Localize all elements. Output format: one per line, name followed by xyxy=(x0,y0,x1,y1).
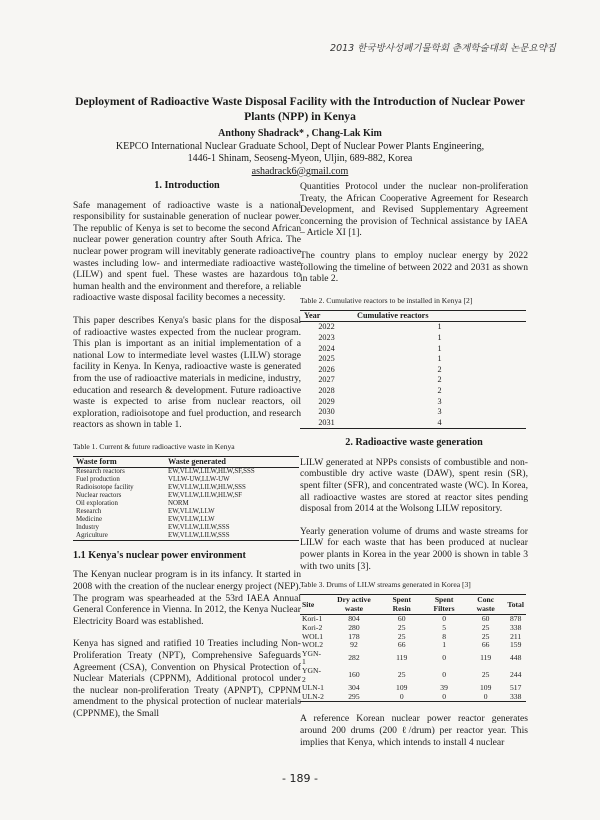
table3-cell: Kori-2 xyxy=(302,623,323,632)
right-paragraph-2: The country plans to employ nuclear energy by 2022 following the timeline of between 2022 and 2031 as shown in table 2. xyxy=(300,249,528,285)
section-heading-introduction: 1. Introduction xyxy=(154,180,220,191)
table2-cell: 2028 xyxy=(318,385,335,395)
table3-cell: ULN-1 xyxy=(302,683,324,693)
author-names: Anthony Shadrack* , Chang-Lak Kim xyxy=(218,128,382,139)
intro-paragraph-2: This paper describes Kenya's basic plans for the disposal of radioactive wastes expected from the nuclear program. This plan is important as an initial implementation of a national Low to intermediate level wastes (LILW) storage facility in Kenya. In Kenya, radioactive waste is generated from the use of radioactive materials in medicine, industry, education and research & development. Future radioactive waste is expected to arise from nuclear reactors, oil exploration, radioisotope and fuel production, and research reactors as shown in table 1. xyxy=(73,314,301,431)
table2-cell: 1 xyxy=(437,322,442,332)
right-paragraph-5: A reference Korean nuclear power reactor generates around 200 drums (200 ℓ/drum) per reactor year. This implies that Kenya, which intends to install 4 nuclear xyxy=(300,713,528,748)
table3-cell: 448 xyxy=(509,653,522,663)
table3-cell: 211 xyxy=(510,631,522,641)
table3-header-cell: Total xyxy=(505,595,526,615)
table2-row xyxy=(300,333,526,344)
table2-cell: 4 xyxy=(353,418,526,429)
table1-cell: Radioisotope facility xyxy=(76,483,134,491)
table2 xyxy=(300,310,526,430)
table1-row xyxy=(73,524,299,532)
table1-row xyxy=(73,516,299,524)
table2-cell: 2 xyxy=(437,364,442,374)
table2-cell: 3 xyxy=(437,396,442,406)
table3-cell: 25 xyxy=(481,631,490,641)
table3-cell: YGN-2 xyxy=(302,665,321,684)
table2-cell: 2 xyxy=(437,385,442,395)
table3-cell: 92 xyxy=(350,640,358,650)
subsection-heading: 1.1 Kenya's nuclear power environment xyxy=(73,549,246,561)
table3-row xyxy=(300,624,526,633)
table3-cell: YGN-1 xyxy=(302,648,321,667)
table1-row xyxy=(73,492,299,500)
table3-header-cell: Site xyxy=(300,595,327,615)
table1-cell: Industry xyxy=(76,523,99,531)
table2-cell: 2031 xyxy=(300,418,353,429)
table3-cell: 109 xyxy=(396,683,408,693)
table3-cell: 280 xyxy=(348,623,360,632)
table3-cell: 39 xyxy=(440,683,448,693)
table1 xyxy=(73,456,299,541)
table3-cell: 8 xyxy=(442,631,446,641)
table2-cell: 2029 xyxy=(318,396,335,406)
table3-row xyxy=(300,650,526,667)
table1-cell: Medicine xyxy=(76,515,103,523)
table2-cell: 2030 xyxy=(318,407,335,417)
table3-cell: 244 xyxy=(509,670,522,680)
conference-header: 2013 한국방사성폐기물학회 춘계학술대회 논문요약집 xyxy=(330,43,556,54)
table1-cell: Nuclear reactors xyxy=(76,491,122,499)
table3-cell: 119 xyxy=(396,653,408,663)
table3-cell: 66 xyxy=(397,640,406,650)
subsection-paragraph-1: The Kenyan nuclear program is in its infancy. It started in 2008 with the creation of the nuclear energy project (NEP). The program was spearheaded at the 53rd IAEA Annual General Conference in Vienna. In 2012, the Kenya Nuclear Electricity Board was established. xyxy=(73,569,301,627)
table3-cell: 0 xyxy=(442,670,446,680)
subsection-paragraph-2: Kenya has signed and ratified 10 Treaties including Non-Proliferation Treaty (NPT), Comprehensive Safeguards Agreement (CSA), Convention on Physical Protection of Nuclear Materials (CPPNM), Additional protocol under the nuclear non-proliferation Treaty (APNPT), CPPNM amendment to the physical protection of nuclear materials (CPPNME), the Small xyxy=(73,638,301,719)
left-column xyxy=(73,180,301,720)
table3-cell: 517 xyxy=(509,683,522,693)
table2-row xyxy=(300,354,526,365)
table1-cell: EW,VLLW,LILW,SSS xyxy=(167,523,230,531)
table3-header-cell: Dry active waste xyxy=(327,595,382,615)
table2-cell: 1 xyxy=(437,332,442,342)
table1-cell: Research reactors xyxy=(76,467,125,475)
table3-cell: 25 xyxy=(481,670,490,680)
table3-cell: 338 xyxy=(505,693,526,702)
table3-cell: 0 xyxy=(466,693,505,702)
table3-cell: 25 xyxy=(397,623,406,632)
table3-cell: 119 xyxy=(480,653,492,663)
table3-cell: 338 xyxy=(509,623,522,632)
table2-header-cell: Year xyxy=(300,310,353,322)
table1-row xyxy=(73,508,299,516)
table2-row xyxy=(300,344,526,355)
table1-cell: Agriculture xyxy=(73,532,165,541)
table1-caption: Table 1. Current & future radioactive waste in Kenya xyxy=(73,441,235,451)
table3-header-cell: Spent Resin xyxy=(381,595,422,615)
author-affiliation: KEPCO International Nuclear Graduate School, Dept of Nuclear Power Plants Engineering, xyxy=(115,140,485,152)
table3-row xyxy=(300,615,526,624)
table1-cell: Fuel production xyxy=(76,475,120,483)
table3-cell: 25 xyxy=(397,670,406,680)
table3-cell: ULN-2 xyxy=(300,693,327,702)
table1-row xyxy=(73,467,299,476)
table1-cell: NORM xyxy=(167,499,189,507)
table1-cell: EW,VLLW,LILW,HLW,SSS xyxy=(167,483,246,491)
table2-row xyxy=(300,407,526,418)
table1-row xyxy=(73,500,299,508)
paper-title: Deployment of Radioactive Waste Disposal Facility with the Introduction of Nuclear Power Plants (NPP) in Kenya xyxy=(75,95,525,123)
table3-cell: 178 xyxy=(348,631,360,641)
table1-row xyxy=(73,532,299,541)
table1-cell: EW,VLLW,LILW,HLW,SF,SSS xyxy=(167,467,255,475)
table2-row xyxy=(300,375,526,386)
section-heading-waste-generation: 2. Radioactive waste generation xyxy=(345,437,483,449)
page-number: - 189 - xyxy=(282,772,318,785)
table1-cell: EW,VLLW,LILW,HLW,SF xyxy=(167,491,242,499)
author-email[interactable]: ashadrack6@gmail.com xyxy=(251,165,349,177)
table2-cell: 2027 xyxy=(318,375,335,385)
table1-row xyxy=(73,484,299,492)
table1-cell: EW,VLLW,LLW xyxy=(167,515,215,523)
table3-row xyxy=(300,633,526,642)
table3-cell: 295 xyxy=(327,693,382,702)
right-paragraph-1: Quantities Protocol under the nuclear non-proliferation Treaty, the African Cooperative Agreement for Research Development, and Revised Supplementary Agreement concerning the provision of Technical assistance by IAEA – Article XI [1]. xyxy=(300,181,528,239)
table2-cell: 2026 xyxy=(318,364,335,374)
table3-cell: 5 xyxy=(442,623,446,632)
table1-cell: Oil exploration xyxy=(76,499,118,507)
table3-row xyxy=(300,641,526,650)
table3-cell: 25 xyxy=(481,623,490,632)
table1-header-cell: Waste form xyxy=(73,456,165,467)
table2-cell: 2 xyxy=(437,375,442,385)
table1-cell: Research xyxy=(76,507,102,515)
table2-header-cell: Cumulative reactors xyxy=(353,310,526,322)
table2-cell: 2024 xyxy=(318,343,335,353)
table1-header-cell: Waste generated xyxy=(165,456,299,467)
table1-cell: EW,VLLW,LLW xyxy=(167,507,215,515)
table3-cell: 304 xyxy=(348,683,360,693)
table3-cell: WOL2 xyxy=(302,640,324,650)
table3-cell: 804 xyxy=(348,614,360,624)
table1-row xyxy=(73,476,299,484)
table1-cell: EW,VLLW,LILW,SSS xyxy=(165,532,299,541)
table1-cell: VLLW-UW,LLW-UW xyxy=(167,475,230,483)
table3-cell: 878 xyxy=(509,614,522,624)
table3-cell: 0 xyxy=(422,693,466,702)
table3-caption: Table 3. Drums of LILW streams generated in Korea [3] xyxy=(300,580,471,590)
table2-row xyxy=(300,365,526,376)
table2-row xyxy=(300,418,526,429)
table2-row xyxy=(300,322,526,333)
table3-cell: 282 xyxy=(348,653,360,663)
intro-paragraph-1: Safe management of radioactive waste is a national responsibility for sustainable generation of nuclear power. The republic of Kenya is set to become the second African nuclear power generation country after South Africa. The nuclear power program will inevitably generate radioactive wastes including low- and intermediate radioactive waste (LILW) and spent fuel. These wastes are hazardous to human health and the environment and therefore, a reliable radioactive waste disposal facility becomes a necessity. xyxy=(73,199,301,304)
table2-cell: 1 xyxy=(437,343,442,353)
table3-cell: 159 xyxy=(509,640,522,650)
table3-cell: 60 xyxy=(397,614,406,624)
table3-header-cell: Spent Filters xyxy=(422,595,466,615)
table3-cell: 25 xyxy=(397,631,406,641)
table3 xyxy=(300,594,526,702)
table3-cell: 0 xyxy=(381,693,422,702)
right-paragraph-4: Yearly generation volume of drums and waste streams for LILW for each waste that has been produced at nuclear power plants in Korea in the year 2000 is shown in table 3 with two units [3]. xyxy=(300,525,528,572)
table3-row xyxy=(300,693,526,702)
table2-cell: 1 xyxy=(437,354,442,364)
table2-cell: 2025 xyxy=(318,354,335,364)
table2-cell: 3 xyxy=(437,407,442,417)
table2-row xyxy=(300,386,526,397)
table3-row xyxy=(300,667,526,684)
author-block xyxy=(0,128,600,178)
table3-cell: 0 xyxy=(442,614,446,624)
table3-cell: 160 xyxy=(348,670,360,680)
table3-cell: Kori-1 xyxy=(302,614,323,624)
table2-cell: 2022 xyxy=(318,322,335,332)
table3-cell: 1 xyxy=(442,640,446,650)
table3-header-cell: Conc waste xyxy=(466,595,505,615)
table3-cell: 0 xyxy=(442,653,446,663)
table3-cell: 60 xyxy=(481,614,490,624)
table2-caption: Table 2. Cumulative reactors to be installed in Kenya [2] xyxy=(300,295,473,305)
author-address: 1446-1 Shinam, Seoseng-Myeon, Uljin, 689-882, Korea xyxy=(187,153,413,164)
right-paragraph-3: LILW generated at NPPs consists of combustible and non-combustible dry active waste (DAW), spent resin (SR), spent filter (SFR), and concentrated waste (WC). In Korea, all radioactive wastes are stored at reactor sites pending disposal from 2014 at the Wolsong LILW repository. xyxy=(300,456,528,515)
table3-cell: 109 xyxy=(479,683,492,693)
table3-cell: WOL1 xyxy=(302,631,324,641)
table2-cell: 2023 xyxy=(318,332,335,342)
right-column xyxy=(300,181,528,748)
table2-row xyxy=(300,397,526,408)
table3-row xyxy=(300,684,526,693)
table3-cell: 66 xyxy=(481,640,490,650)
